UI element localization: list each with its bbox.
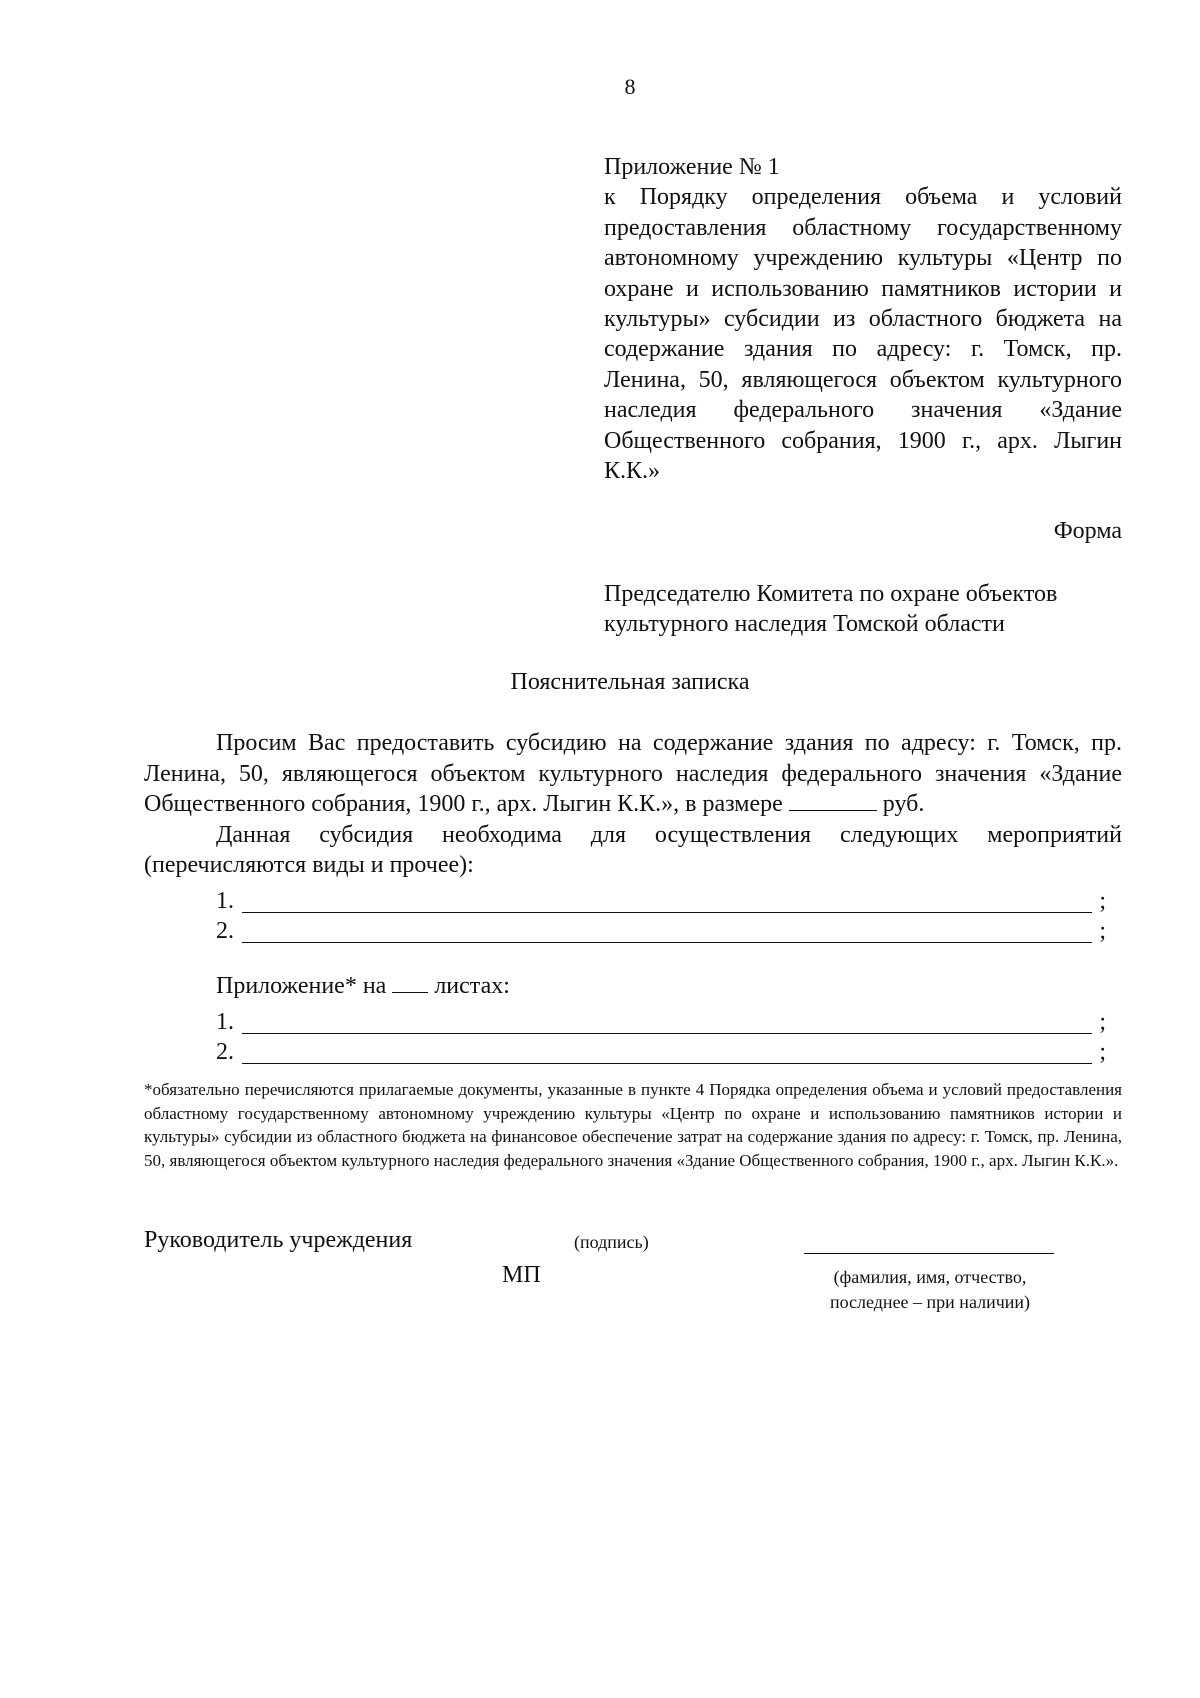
activity-blank-line[interactable]: [242, 942, 1092, 943]
activity-number: 1.: [216, 888, 234, 914]
amount-blank[interactable]: [789, 790, 877, 811]
attachment-number: 2.: [216, 1039, 234, 1065]
stamp-label: МП: [502, 1262, 541, 1288]
attachment-end: ;: [1099, 1009, 1106, 1035]
activity-item: [216, 918, 1106, 948]
addressee-line-1: Председателю Комитета по охране объектов: [604, 581, 1058, 607]
body-text: [144, 728, 1122, 881]
signature-hint: (подпись): [574, 1232, 649, 1252]
name-hint-line-1: (фамилия, имя, отчество,: [833, 1267, 1027, 1287]
form-label: Форма: [1053, 518, 1122, 544]
activity-number: 2.: [216, 918, 234, 944]
name-hint: [790, 1265, 1070, 1315]
page-number: 8: [624, 74, 636, 99]
attachment-item: [216, 1039, 1106, 1069]
appendix-description: к Порядку определения объема и условий предоставления областному государственному автономному учреждению культуры «Центр по охране и использованию памятников истории и культуры» субсидии из областного бюджета на содержание здания по адресу: г. Томск, пр. Ленина, 50, являющегося объектом культурного наследия федерального значения «Здание Общественного собрания, 1900 г., арх. Лыгин К.К.»: [604, 184, 1122, 485]
addressee: [604, 579, 1144, 639]
addressee-line-2: культурного наследия Томской области: [604, 611, 1005, 637]
appendix-header: [604, 152, 1122, 486]
document-title: Пояснительная записка: [510, 669, 750, 695]
attachment-end: ;: [1099, 1039, 1106, 1065]
currency-unit: руб.: [882, 791, 925, 817]
purpose-paragraph: Данная субсидия необходима для осуществления следующих мероприятий (перечисляются виды и прочее):: [144, 821, 1122, 878]
activity-end: ;: [1099, 888, 1106, 914]
attachment-number: 1.: [216, 1009, 234, 1035]
attachments-suffix: листах:: [434, 973, 510, 999]
request-paragraph: [144, 728, 1122, 820]
attachment-item: [216, 1009, 1106, 1039]
attachments-heading: [216, 972, 510, 1000]
sheet-count-blank[interactable]: [392, 972, 428, 993]
activity-blank-line[interactable]: [242, 912, 1092, 913]
activity-end: ;: [1099, 918, 1106, 944]
name-signature-line[interactable]: [804, 1253, 1054, 1254]
name-hint-line-2: последнее – при наличии): [829, 1292, 1031, 1312]
head-of-institution-label: Руководитель учреждения: [144, 1227, 413, 1253]
attachments-label: Приложение* на: [216, 973, 387, 999]
attachment-blank-line[interactable]: [242, 1033, 1092, 1034]
appendix-title: Приложение № 1: [604, 154, 780, 180]
activity-item: [216, 888, 1106, 918]
footnote: *обязательно перечисляются прилагаемые документы, указанные в пункте 4 Порядка определения объема и условий предоставления областному государственному автономному учреждению культуры «Центр по охране и использованию памятников истории и культуры» субсидии из областного бюджета на финансовое обеспечение затрат на содержание здания по адресу: г. Томск, пр. Ленина, 50, являющегося объектом культурного наследия федерального значения «Здание Общественного собрания, 1900 г., арх. Лыгин К.К.».: [144, 1080, 1122, 1170]
request-text: Просим Вас предоставить субсидию на содержание здания по адресу: г. Томск, пр. Ленина, 50, являющегося объектом культурного наследия федерального значения «Здание Общественного собрания, 1900 г., арх. Лыгин К.К.», в размере: [144, 730, 1122, 817]
attachment-blank-line[interactable]: [242, 1063, 1092, 1064]
